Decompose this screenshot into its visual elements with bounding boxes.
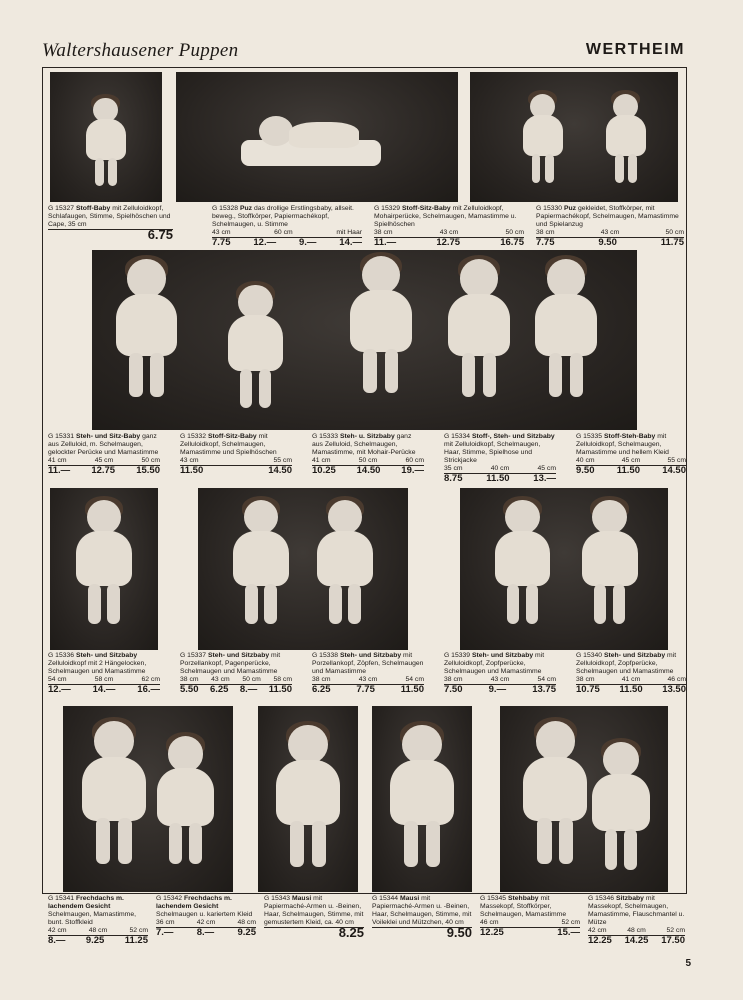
article-number: G 15330 [536, 205, 564, 212]
product-caption [48, 205, 173, 242]
price-list [180, 684, 292, 694]
product-caption [312, 433, 424, 475]
product-name: Steh- u. Sitzbaby [339, 433, 397, 440]
size-value: 38 cm [536, 229, 555, 236]
price-value: 14.50 [662, 465, 686, 476]
product-caption [576, 652, 686, 694]
size-value: 54 cm [537, 676, 556, 683]
price-value: 8.75 [444, 473, 463, 484]
price-value: 13.75 [532, 684, 556, 695]
price-value: 14.— [92, 684, 116, 695]
product-description: mit Porzellankopf, Pagenperücke, Schelmaugen und Mamastimme [180, 652, 281, 675]
product-name: Stoff-Sitz-Baby [207, 433, 259, 440]
product-description: mit Zelluloidkopf, Zopfperücke, Schelmaugen und Mamastimme [576, 652, 677, 675]
size-list [156, 919, 256, 927]
doll-photo [50, 72, 162, 202]
size-value: mit Haar [336, 229, 362, 236]
price-value: 13.50 [662, 684, 686, 695]
product-description: Zelluloidkopf mit 2 Hängelocken, Schelmaugen und Mamastimme [48, 660, 147, 675]
size-value: 35 cm [444, 465, 463, 472]
article-number: G 15328 [212, 205, 240, 212]
product-caption [180, 433, 292, 475]
article-number: G 15331 [48, 433, 76, 440]
article-number: G 15333 [312, 433, 340, 440]
size-value: 36 cm [156, 919, 175, 926]
product-name: Mausi [399, 895, 422, 902]
doll-figure [82, 719, 146, 872]
doll-photo [198, 488, 408, 650]
product-caption [444, 433, 556, 483]
price-value: 9.— [488, 684, 507, 695]
product-caption [156, 895, 256, 937]
size-value: 46 cm [667, 676, 686, 683]
price-list [212, 237, 362, 247]
product-name: Mausi [291, 895, 314, 902]
price-value: 10.75 [576, 684, 600, 695]
price-list [588, 935, 685, 945]
doll-figure [606, 92, 646, 188]
product-name: Steh- und Sitzbaby [603, 652, 668, 659]
product-description: Schelmaugen u. kariertem Kleid [156, 911, 253, 918]
size-list [444, 676, 556, 684]
price-list [156, 927, 256, 937]
size-value: 38 cm [180, 676, 199, 683]
product-name: Puz [563, 205, 578, 212]
doll-figure [350, 254, 412, 402]
price-value: 9.— [298, 237, 317, 248]
doll-figure [535, 257, 597, 405]
price-value: 15.50 [136, 465, 160, 476]
price-value: 19.— [401, 465, 424, 476]
size-value: 50 cm [358, 457, 378, 464]
size-list [374, 229, 524, 237]
size-value: 45 cm [94, 457, 114, 464]
product-caption [588, 895, 685, 945]
size-value: 58 cm [273, 676, 292, 683]
product-name: Frechdachs m. lachendem Gesicht [48, 895, 124, 910]
size-list [588, 927, 685, 935]
size-value: 58 cm [94, 676, 114, 683]
product-caption [536, 205, 684, 247]
article-number: G 15327 [48, 205, 76, 212]
price-value: 11.50 [268, 684, 292, 695]
product-name: Stoff-, Steh- und Sitzbaby [471, 433, 555, 440]
size-value: 42 cm [48, 927, 67, 934]
price-value: 12.25 [588, 935, 612, 946]
price-value: 14.— [339, 237, 362, 248]
price-value: 11.25 [124, 935, 148, 946]
price-value: 9.50 [576, 465, 595, 476]
price-list [444, 684, 556, 694]
doll-figure [157, 734, 215, 871]
size-value: 50 cm [505, 229, 524, 236]
product-description: ganz aus Zelluloid, m. Schelmaugen, gelockter Perücke und Mamastimme [48, 433, 159, 456]
article-number: G 15342 [156, 895, 184, 902]
product-description: mit Porzellankopf, Zöpfen, Schelmaugen und Mamastimme [312, 652, 424, 675]
size-list [180, 457, 292, 465]
price-list [48, 684, 160, 694]
doll-photo [92, 250, 637, 430]
article-number: G 15337 [180, 652, 208, 659]
price-value: 12.— [253, 237, 277, 248]
price-value: 8.— [239, 684, 258, 695]
price-value: 8.— [196, 927, 215, 938]
size-value: 60 cm [405, 457, 424, 464]
article-number: G 15336 [48, 652, 76, 659]
price-value: 9.25 [85, 935, 105, 946]
product-description: mit Zelluloidkopf, Zopfperücke, Schelmaugen und Mamastimme [444, 652, 545, 675]
price-value: 11.50 [486, 473, 510, 484]
doll-figure [495, 498, 551, 631]
size-value: 43 cm [180, 457, 199, 464]
size-value: 41 cm [48, 457, 67, 464]
price-list [444, 473, 556, 483]
product-caption [372, 895, 472, 940]
product-name: Sitzbaby [615, 895, 646, 902]
size-list [48, 676, 160, 684]
product-description: mit Papiermaché-Armen u. -Beinen, Haar, Schelmaugen, Stimme, mit Voileklei und Mützchen, 40 cm [372, 895, 472, 926]
product-name: Steh- und Sitzbaby [75, 652, 138, 659]
page-number: 5 [685, 958, 691, 969]
product-description: ganz aus Zelluloid, Schelmaugen, Mamastimme, mit Mohair-Perücke [312, 433, 416, 456]
price-value: 7.75 [212, 237, 231, 248]
doll-figure [86, 96, 126, 192]
price-value: 17.50 [661, 935, 685, 946]
size-list [312, 457, 424, 465]
price-list [48, 935, 148, 945]
doll-figure [582, 498, 638, 631]
price-list [576, 684, 686, 694]
article-number: G 15340 [576, 652, 604, 659]
size-list [312, 676, 424, 684]
product-caption [48, 895, 148, 945]
product-description: mit Zelluloidkopf, Schelmaugen, Haar, Stimme, Spielhose und Strickjacke [444, 441, 541, 464]
product-name: Steh- und Sitzbaby [339, 652, 404, 659]
size-list [444, 465, 556, 473]
product-description: Schelmaugen, Mamastimme, bunt. Stoffkleid [48, 911, 137, 926]
size-value: 46 cm [480, 919, 499, 926]
price-value: 14.50 [268, 465, 292, 476]
doll-photo [372, 706, 472, 892]
price-value: 7.50 [444, 684, 463, 695]
product-name: Stoff-Baby [75, 205, 113, 212]
product-description: das drollige Erstlingsbaby, allseit. beweg., Stoffkörper, Papiermachékopf, Schelmaugen, u. Stimme [212, 205, 354, 228]
size-list [536, 229, 684, 237]
product-name: Steh- und Sitz-Baby [75, 433, 143, 440]
size-value: 54 cm [405, 676, 424, 683]
price-value: 11.50 [400, 684, 424, 695]
size-value: 43 cm [490, 676, 510, 683]
doll-figure [276, 723, 340, 876]
size-value: 42 cm [196, 919, 216, 926]
size-value: 43 cm [439, 229, 459, 236]
product-caption [212, 205, 362, 247]
size-value: 41 cm [621, 676, 641, 683]
product-description: mit Massekopf, Schelmaugen, Mamastimme, Flauschmantel u. Mütze [588, 895, 685, 926]
product-description: mit Zelluloidkopf, Mohairperücke, Schelmaugen, Mamastimme u. Spielhöschen [374, 205, 517, 228]
doll-photo [460, 488, 668, 650]
doll-photo [50, 488, 158, 650]
article-number: G 15345 [480, 895, 508, 902]
doll-figure [448, 257, 510, 405]
price-list [312, 684, 424, 694]
doll-figure [116, 257, 178, 405]
product-caption [312, 652, 424, 694]
price-value: 7.75 [536, 237, 555, 248]
size-value: 55 cm [273, 457, 292, 464]
price-value: 8.25 [338, 925, 364, 940]
size-value: 62 cm [141, 676, 160, 683]
price-value: 12.75 [91, 465, 116, 476]
size-value: 48 cm [627, 927, 646, 934]
price-value: 11.50 [616, 465, 640, 476]
price-value: 14.25 [624, 935, 649, 946]
price-list [536, 237, 684, 247]
product-caption [480, 895, 580, 937]
doll-figure [592, 740, 650, 877]
article-number: G 15341 [48, 895, 76, 902]
size-list [180, 676, 292, 684]
article-number: G 15332 [180, 433, 208, 440]
product-name: Puz [239, 205, 254, 212]
product-caption [374, 205, 524, 247]
product-description: mit Zelluloidkopf, Schelmaugen, Mamastimme und hellem Kleid [576, 433, 669, 456]
price-list [312, 465, 424, 475]
size-list [48, 457, 160, 465]
doll-figure [317, 498, 373, 631]
price-list [480, 927, 580, 937]
size-value: 38 cm [576, 676, 595, 683]
size-value: 42 cm [588, 927, 607, 934]
size-value: 43 cm [600, 229, 620, 236]
price-list [264, 925, 364, 940]
size-value: 50 cm [665, 229, 684, 236]
product-name: Steh- und Sitzbaby [471, 652, 536, 659]
product-caption [444, 652, 556, 694]
price-value: 11.— [48, 465, 71, 476]
catalog-section-title: Waltershausener Puppen [42, 40, 239, 61]
product-description: mit Zelluloidkopf, Schlafaugen, Stimme, Spielhöschen und Cape, 35 cm [48, 205, 171, 228]
size-value: 48 cm [88, 927, 108, 934]
doll-photo [63, 706, 233, 892]
size-list [576, 457, 686, 465]
article-number: G 15343 [264, 895, 292, 902]
doll-photo [500, 706, 668, 892]
doll-figure [76, 498, 132, 631]
price-list [48, 465, 160, 475]
price-value: 7.— [156, 927, 174, 938]
size-value: 50 cm [141, 457, 160, 464]
size-list [576, 676, 686, 684]
size-value: 60 cm [274, 229, 293, 236]
size-list [480, 919, 580, 927]
size-value: 50 cm [242, 676, 261, 683]
product-caption [180, 652, 292, 694]
size-value: 40 cm [490, 465, 510, 472]
size-value: 52 cm [561, 919, 580, 926]
size-value: 45 cm [621, 457, 641, 464]
doll-photo [258, 706, 358, 892]
size-value: 38 cm [312, 676, 331, 683]
price-value: 9.50 [598, 237, 617, 248]
article-number: G 15346 [588, 895, 616, 902]
product-caption [576, 433, 686, 475]
price-value: 16.75 [500, 237, 524, 248]
product-description: mit Massekopf, Stoffkörper, Schelmaugen, Mamastimme [480, 895, 567, 918]
product-name: Steh- und Sitzbaby [207, 652, 272, 659]
size-value: 55 cm [667, 457, 686, 464]
price-value: 15.— [557, 927, 580, 938]
size-list [48, 927, 148, 935]
price-value: 12.— [48, 684, 71, 695]
article-number: G 15334 [444, 433, 472, 440]
doll-photo [470, 72, 678, 202]
price-value: 13.— [533, 473, 556, 484]
price-value: 11.— [374, 237, 397, 248]
size-value: 52 cm [129, 927, 148, 934]
price-value: 14.50 [356, 465, 381, 476]
price-value: 7.75 [356, 684, 375, 695]
doll-figure [523, 719, 587, 872]
size-value: 43 cm [212, 229, 231, 236]
price-value: 6.75 [147, 227, 173, 242]
size-list [212, 229, 362, 237]
size-value: 38 cm [374, 229, 393, 236]
doll-photo [176, 72, 458, 202]
article-number: G 15335 [576, 433, 604, 440]
article-number: G 15329 [374, 205, 402, 212]
product-caption [48, 652, 160, 694]
price-value: 6.25 [209, 684, 229, 695]
product-caption [264, 895, 364, 940]
product-name: Stoff-Sitz-Baby [401, 205, 453, 212]
product-description: mit Zelluloidkopf, Schelmaugen, Mamastimme und Spielhöschen [180, 433, 277, 456]
price-value: 11.50 [180, 465, 204, 476]
article-number: G 15344 [372, 895, 400, 902]
price-value: 12.75 [436, 237, 461, 248]
price-value: 9.50 [446, 925, 472, 940]
price-list [374, 237, 524, 247]
doll-figure [390, 723, 454, 876]
price-list [180, 465, 292, 475]
article-number: G 15338 [312, 652, 340, 659]
size-value: 38 cm [444, 676, 463, 683]
product-description: gekleidet, Stoffkörper, mit Papiermachékopf, Schelmaugen, Mamastimme und Spielanzug [536, 205, 679, 228]
price-value: 12.25 [480, 927, 504, 938]
doll-figure [523, 92, 563, 188]
price-value: 11.50 [619, 684, 643, 695]
size-value: 40 cm [576, 457, 595, 464]
product-caption [48, 433, 160, 475]
product-name: Frechdachs m. lachendem Gesicht [156, 895, 232, 910]
size-value: 48 cm [237, 919, 256, 926]
size-value: 43 cm [358, 676, 378, 683]
doll-figure [233, 498, 289, 631]
product-name: Stehbaby [507, 895, 541, 902]
size-value: 41 cm [312, 457, 331, 464]
price-value: 16.— [137, 684, 160, 695]
price-value: 5.50 [180, 684, 199, 695]
price-value: 6.25 [312, 684, 331, 695]
size-value: 52 cm [666, 927, 685, 934]
size-value: 54 cm [48, 676, 67, 683]
price-value: 10.25 [312, 465, 336, 476]
store-brand: WERTHEIM [585, 41, 685, 58]
doll-figure [228, 283, 284, 416]
size-value: 43 cm [211, 676, 230, 683]
price-value: 9.25 [237, 927, 256, 938]
doll-figure [241, 112, 381, 167]
product-name: Stoff-Steh-Baby [603, 433, 658, 440]
size-value: 45 cm [537, 465, 556, 472]
price-list [576, 465, 686, 475]
product-description: mit Papiermaché-Armen u. -Beinen, Haar, Schelmaugen, Stimme, mit gemustertem Kleid, ca. 40 cm [264, 895, 364, 926]
price-list [48, 227, 173, 242]
price-value: 8.— [48, 935, 66, 946]
price-value: 11.75 [660, 237, 684, 248]
price-list [372, 925, 472, 940]
article-number: G 15339 [444, 652, 472, 659]
